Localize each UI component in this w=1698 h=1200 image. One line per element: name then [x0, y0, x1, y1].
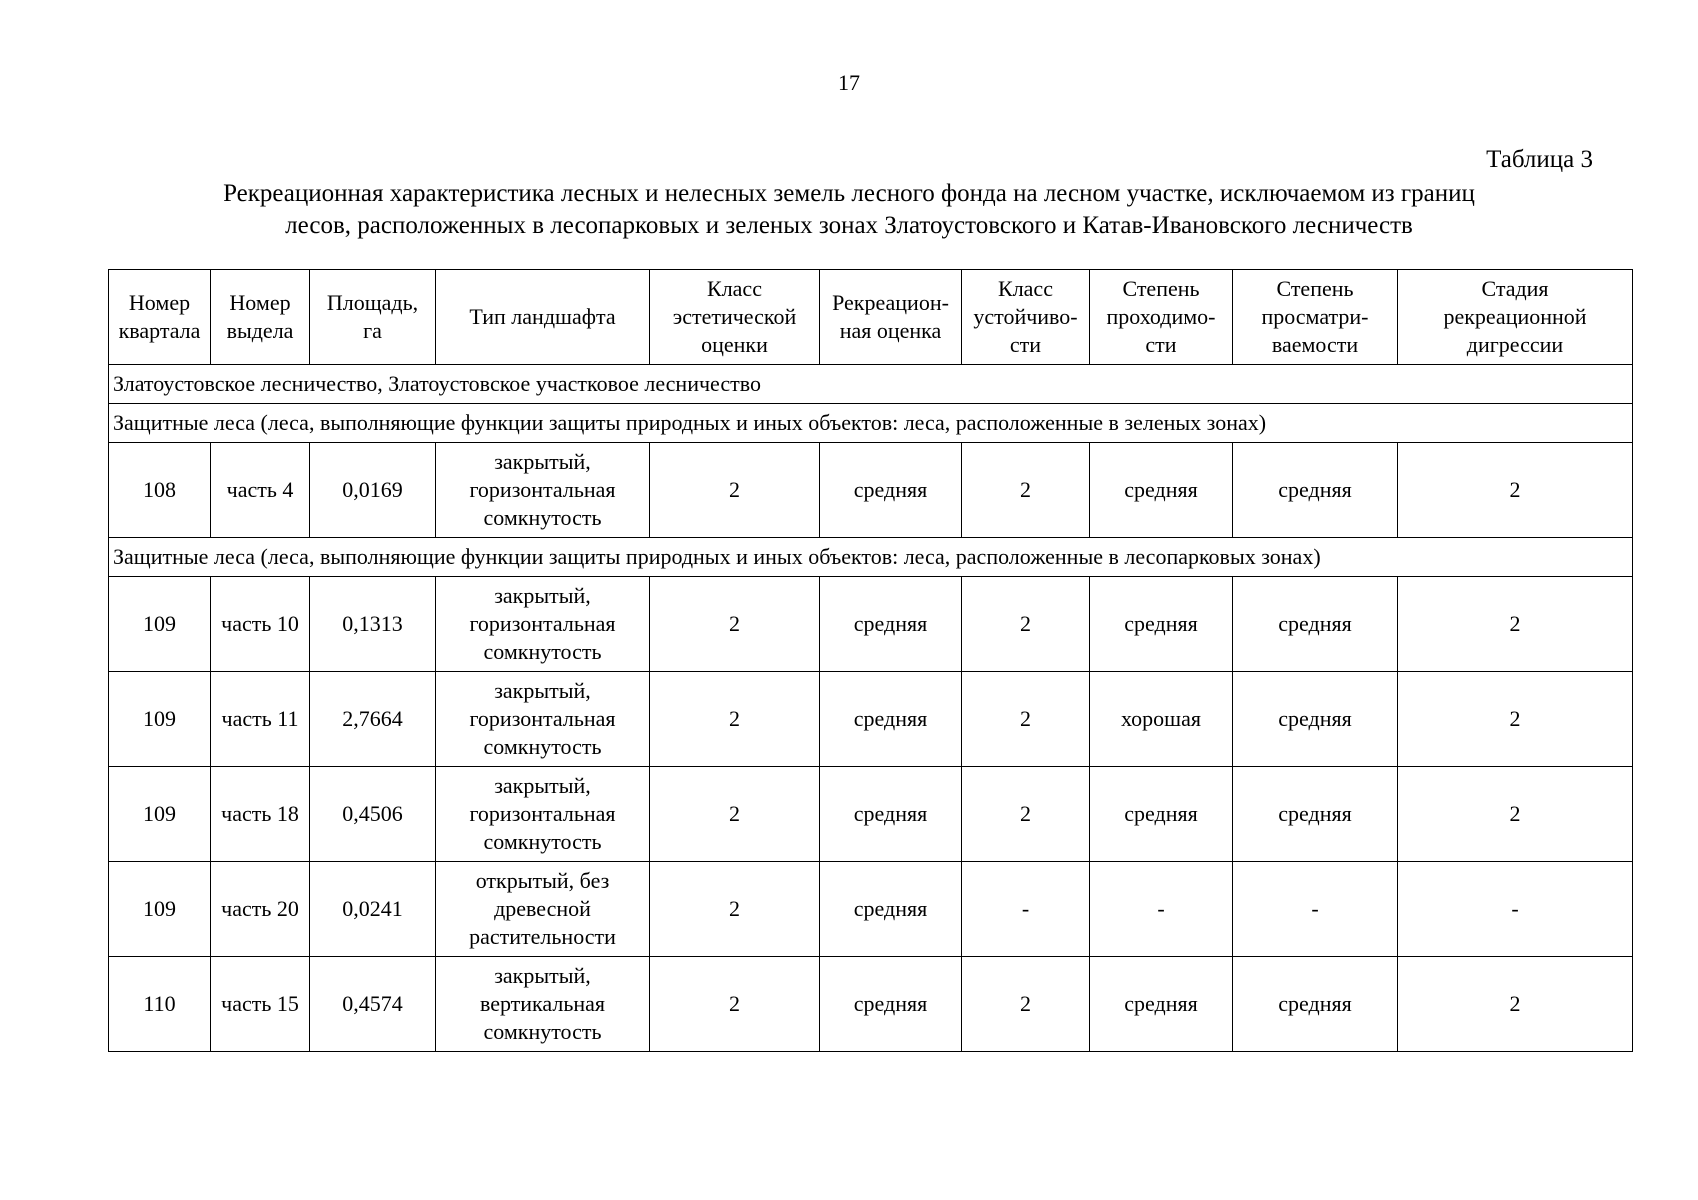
- cell-line: закрытый,: [494, 583, 591, 608]
- caption-line: лесов, расположенных в лесопарковых и зеленых зонах Златоустовского и Катав-Ивановского лесничеств: [285, 212, 1413, 239]
- cell-line: закрытый,: [494, 449, 591, 474]
- table-cell: хорошая: [1090, 672, 1233, 767]
- cell-line: растительности: [469, 924, 616, 949]
- page-number: 17: [838, 70, 860, 95]
- cell-line: сомкнутость: [483, 505, 602, 530]
- cell-line: закрытый,: [494, 678, 591, 703]
- cell-line: Степень: [1122, 276, 1200, 301]
- cell-line: Номер: [128, 290, 191, 315]
- table-cell: 109: [109, 577, 211, 672]
- table-cell: средняя: [820, 577, 962, 672]
- section-row: [109, 538, 1633, 577]
- cell-line: Номер: [229, 290, 291, 315]
- table-cell: 109: [109, 672, 211, 767]
- cell-line: сомкнутость: [483, 829, 602, 854]
- table-cell: 2: [1398, 577, 1633, 672]
- cell-line: Тип ландшафта: [469, 304, 616, 329]
- cell-line: эстетической: [672, 304, 797, 329]
- table-cell: 2: [962, 443, 1090, 538]
- column-header: [310, 270, 436, 365]
- table-cell: часть 18: [211, 767, 310, 862]
- table-cell: 2: [962, 957, 1090, 1052]
- cell-line: просматри-: [1261, 304, 1369, 329]
- table-cell: [436, 443, 650, 538]
- cell-line: дигрессии: [1466, 332, 1564, 357]
- section-title: Златоустовское лесничество, Златоустовское участковое лесничество: [109, 365, 1633, 404]
- cell-line: открытый, без: [475, 868, 610, 893]
- cell-line: ваемости: [1271, 332, 1359, 357]
- table-cell: 109: [109, 862, 211, 957]
- cell-line: сомкнутость: [483, 639, 602, 664]
- table-cell: средняя: [1090, 577, 1233, 672]
- table-cell: 2,7664: [310, 672, 436, 767]
- table-cell: средняя: [1233, 767, 1398, 862]
- column-header: [962, 270, 1090, 365]
- cell-line: квартала: [118, 318, 201, 343]
- table-cell: 2: [962, 672, 1090, 767]
- table-row: [109, 577, 1633, 672]
- recreation-table: [108, 269, 1633, 1052]
- table-caption: [100, 178, 1598, 242]
- cell-line: ная оценка: [839, 318, 942, 343]
- table-cell: средняя: [1233, 957, 1398, 1052]
- cell-line: сти: [1145, 332, 1177, 357]
- table-cell: 2: [962, 767, 1090, 862]
- table-cell: -: [962, 862, 1090, 957]
- cell-line: древесной: [494, 896, 591, 921]
- table-cell: средняя: [820, 672, 962, 767]
- section-title: Защитные леса (леса, выполняющие функции защиты природных и иных объектов: леса, расположенные в лесопарковых зонах): [109, 538, 1633, 577]
- table-row: [109, 672, 1633, 767]
- column-header: [1090, 270, 1233, 365]
- table-cell: 2: [650, 672, 820, 767]
- cell-line: Площадь,: [326, 290, 419, 315]
- table-cell: средняя: [820, 443, 962, 538]
- table-cell: 2: [650, 767, 820, 862]
- cell-line: горизонтальная: [469, 611, 616, 636]
- table-cell: 2: [1398, 957, 1633, 1052]
- column-header: [650, 270, 820, 365]
- table-cell: -: [1233, 862, 1398, 957]
- table-row: [109, 443, 1633, 538]
- cell-line: Класс: [998, 276, 1053, 301]
- table-cell: средняя: [1233, 443, 1398, 538]
- table-cell: 2: [650, 862, 820, 957]
- table-label: Таблица 3: [1486, 146, 1593, 173]
- column-header: [820, 270, 962, 365]
- cell-line: вертикальная: [479, 991, 606, 1016]
- cell-line: проходимо-: [1106, 304, 1216, 329]
- table-cell: часть 20: [211, 862, 310, 957]
- table-cell: средняя: [1233, 672, 1398, 767]
- cell-line: закрытый,: [494, 773, 591, 798]
- table-cell: 0,1313: [310, 577, 436, 672]
- table-cell: [436, 672, 650, 767]
- column-header: [109, 270, 211, 365]
- table-row: [109, 862, 1633, 957]
- cell-line: сомкнутость: [483, 1019, 602, 1044]
- table-row: [109, 957, 1633, 1052]
- table-cell: [436, 957, 650, 1052]
- cell-line: сомкнутость: [483, 734, 602, 759]
- table-cell: [436, 862, 650, 957]
- cell-line: Рекреацион-: [832, 290, 949, 315]
- table-body: [109, 365, 1633, 1052]
- table-cell: средняя: [1090, 443, 1233, 538]
- caption-line: Рекреационная характеристика лесных и нелесных земель лесного фонда на лесном участке, исключаемом из границ: [223, 180, 1475, 207]
- table-cell: [436, 577, 650, 672]
- cell-line: Класс: [707, 276, 762, 301]
- table-cell: 2: [650, 443, 820, 538]
- column-header: [1233, 270, 1398, 365]
- table-cell: 0,4506: [310, 767, 436, 862]
- table-cell: часть 10: [211, 577, 310, 672]
- table-cell: 108: [109, 443, 211, 538]
- cell-line: Степень: [1276, 276, 1354, 301]
- cell-line: выдела: [226, 318, 294, 343]
- table-cell: часть 4: [211, 443, 310, 538]
- table-cell: 2: [1398, 672, 1633, 767]
- table-cell: часть 15: [211, 957, 310, 1052]
- table-cell: средняя: [1090, 957, 1233, 1052]
- table-cell: 2: [1398, 443, 1633, 538]
- section-row: [109, 404, 1633, 443]
- column-header: [1398, 270, 1633, 365]
- section-row: [109, 365, 1633, 404]
- table-cell: часть 11: [211, 672, 310, 767]
- table-cell: 109: [109, 767, 211, 862]
- header-row: [109, 270, 1633, 365]
- column-header: [436, 270, 650, 365]
- cell-line: горизонтальная: [469, 706, 616, 731]
- table-cell: 0,0169: [310, 443, 436, 538]
- cell-line: оценки: [701, 332, 768, 357]
- table-cell: 0,0241: [310, 862, 436, 957]
- table-row: [109, 767, 1633, 862]
- section-title: Защитные леса (леса, выполняющие функции защиты природных и иных объектов: леса, расположенные в зеленых зонах): [109, 404, 1633, 443]
- table-cell: 2: [650, 577, 820, 672]
- cell-line: га: [363, 318, 382, 343]
- cell-line: закрытый,: [494, 963, 591, 988]
- table-cell: средняя: [820, 767, 962, 862]
- cell-line: горизонтальная: [469, 801, 616, 826]
- table-cell: 2: [650, 957, 820, 1052]
- table-cell: -: [1398, 862, 1633, 957]
- cell-line: устойчиво-: [973, 304, 1078, 329]
- cell-line: рекреационной: [1443, 304, 1587, 329]
- table-cell: 110: [109, 957, 211, 1052]
- cell-line: сти: [1009, 332, 1042, 357]
- table-cell: средняя: [820, 957, 962, 1052]
- table-cell: -: [1090, 862, 1233, 957]
- table-cell: средняя: [820, 862, 962, 957]
- table-cell: средняя: [1090, 767, 1233, 862]
- column-header: [211, 270, 310, 365]
- table-cell: 2: [962, 577, 1090, 672]
- cell-line: Стадия: [1481, 276, 1549, 301]
- cell-line: горизонтальная: [469, 477, 616, 502]
- table-cell: 0,4574: [310, 957, 436, 1052]
- table-cell: средняя: [1233, 577, 1398, 672]
- table-cell: 2: [1398, 767, 1633, 862]
- table-cell: [436, 767, 650, 862]
